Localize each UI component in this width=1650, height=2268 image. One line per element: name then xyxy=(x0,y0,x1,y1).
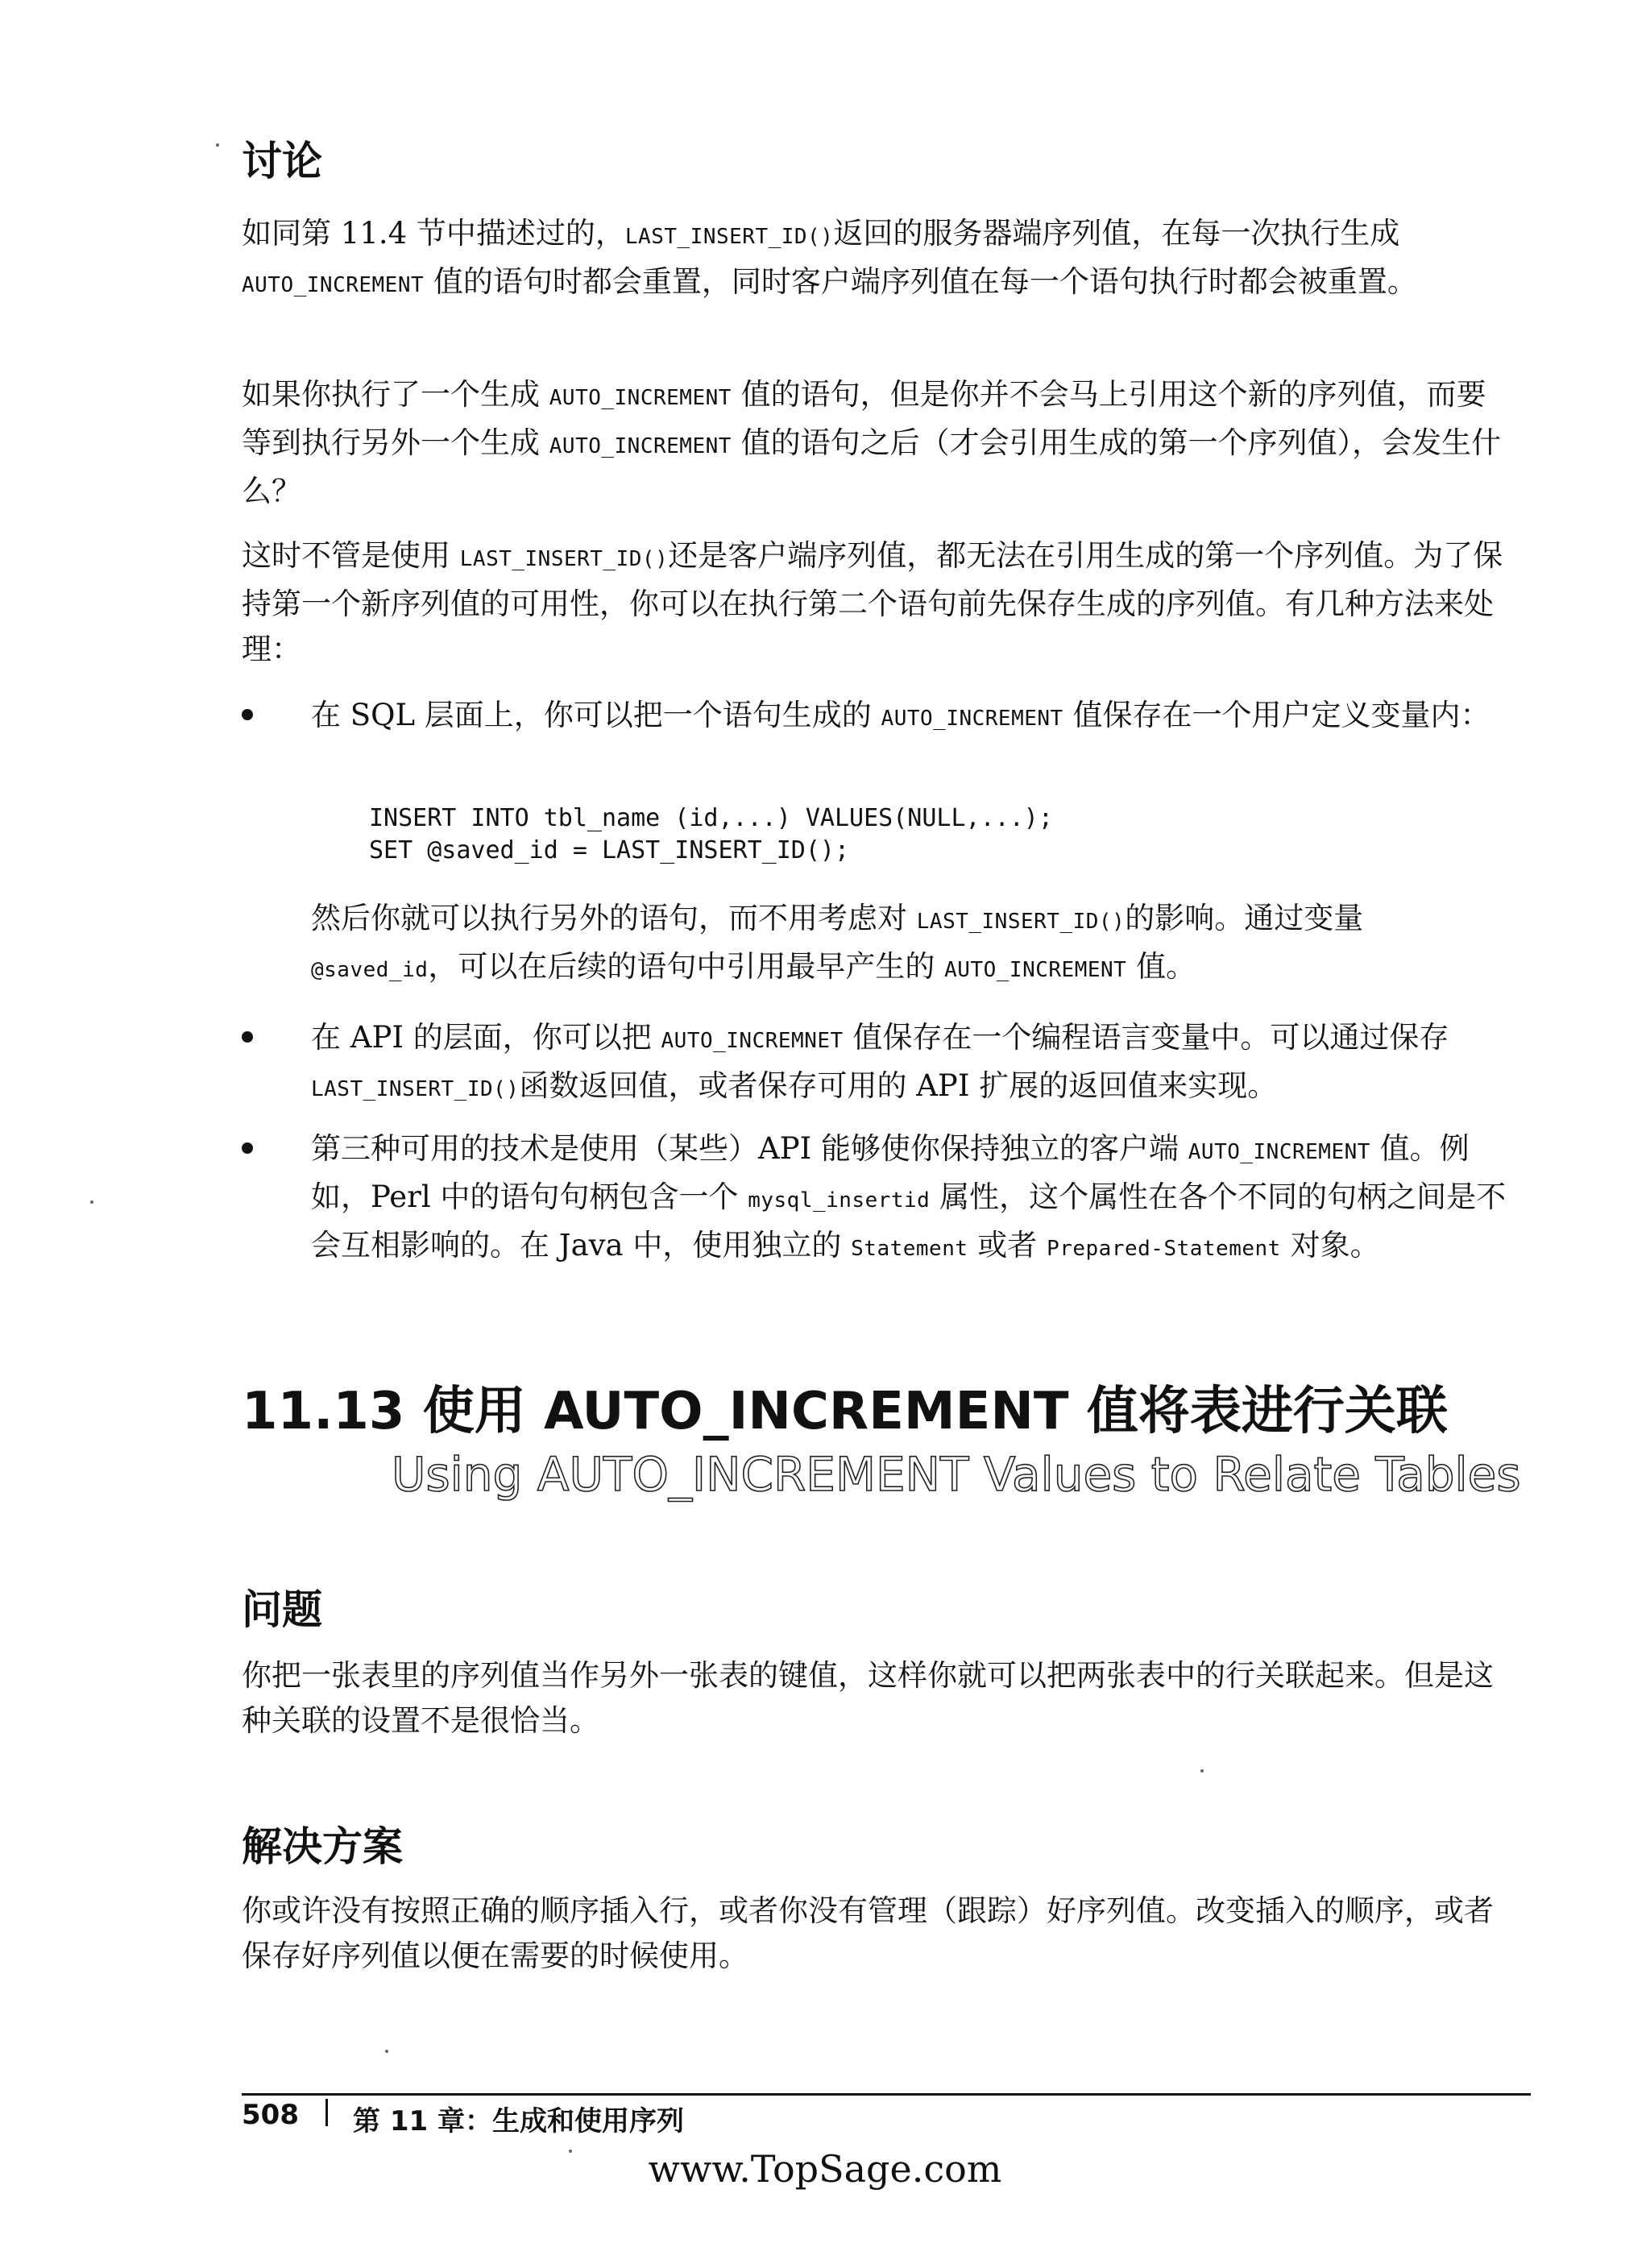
bullet-1-text xyxy=(311,693,1507,741)
bullet-3-text xyxy=(311,1126,1507,1271)
inline-code: AUTO_INCREMNET xyxy=(661,1029,844,1053)
scan-speck xyxy=(216,143,219,147)
discussion-paragraph-3 xyxy=(242,533,1507,672)
text-run: 函数返回值，或者保存可用的 API 扩展的返回值来实现。 xyxy=(519,1068,1278,1103)
text-run: 如同第 11.4 节中描述过的， xyxy=(242,216,625,251)
discussion-paragraph-1 xyxy=(242,211,1507,308)
solution-text: 你或许没有按照正确的顺序插入行，或者你没有管理（跟踪）好序列值。改变插入的顺序，或者保存好序列值以便在需要的时候使用。 xyxy=(242,1893,1494,1973)
problem-heading: 问题 xyxy=(242,1586,322,1633)
scan-speck xyxy=(569,2150,572,2153)
inline-code: mysql_insertid xyxy=(748,1188,931,1213)
text-run: ，可以在后续的语句中引用最早产生的 xyxy=(428,949,945,984)
text-run: 属性，这个属性在各个不同的句柄之间是不会互相影响的。在 Java 中，使用独立的 xyxy=(311,1180,1507,1263)
scan-speck xyxy=(385,2050,388,2053)
text-run: 还是客户端序列值，都无法在引用生成的第一个序列值。为了保持第一个新序列值的可用性，你可以在执行第二个语句前先保存生成的序列值。有几种方法来处理： xyxy=(242,538,1503,666)
scan-speck xyxy=(1200,1769,1204,1773)
bullet-3-marker xyxy=(242,1142,253,1154)
footer-page-number: 508 xyxy=(242,2099,299,2131)
footer-rule xyxy=(242,2093,1531,2096)
inline-code: AUTO_INCREMENT xyxy=(944,958,1127,982)
inline-code: LAST_INSERT_ID() xyxy=(311,1077,520,1101)
discussion-heading: 讨论 xyxy=(242,138,322,185)
section-title: 11.13 使用 AUTO_INCREMENT 值将表进行关联 xyxy=(242,1382,1448,1441)
inline-code: AUTO_INCREMENT xyxy=(881,707,1063,731)
bullet-2-text xyxy=(311,1015,1507,1112)
sql-code-block: INSERT INTO tbl_name (id,...) VALUES(NULL,...); SET @saved_id = LAST_INSERT_ID(); xyxy=(369,804,1053,864)
text-run: 在 API 的层面，你可以把 xyxy=(311,1020,661,1055)
inline-code: LAST_INSERT_ID() xyxy=(916,910,1126,934)
inline-code: Statement xyxy=(851,1237,968,1261)
text-run: 对象。 xyxy=(1280,1228,1380,1263)
inline-code: LAST_INSERT_ID() xyxy=(624,225,834,249)
inline-code: @saved_id xyxy=(311,958,429,982)
text-run: 或者 xyxy=(968,1228,1047,1263)
text-run: 的影响。通过变量 xyxy=(1125,901,1364,935)
scan-speck xyxy=(90,1200,93,1204)
text-run: 值。例如，Perl 中的语句句柄包含一个 xyxy=(311,1131,1470,1214)
website-watermark: www.TopSage.com xyxy=(648,2147,1002,2191)
text-run: 值的语句之后（才会引用生成的第一个序列值），会发生什么？ xyxy=(242,425,1502,508)
section-subtitle-english: Using AUTO_INCREMENT Values to Relate Tables xyxy=(392,1447,1521,1502)
text-run: 值的语句时都会重置，同时客户端序列值在每一个语句执行时都会被重置。 xyxy=(424,264,1417,299)
text-run: 值保存在一个用户定义变量内： xyxy=(1063,698,1490,732)
text-run: 如果你执行了一个生成 xyxy=(242,377,549,412)
problem-text: 你把一张表里的序列值当作另外一张表的键值，这样你就可以把两张表中的行关联起来。但是这种关联的设置不是很恰当。 xyxy=(242,1658,1494,1738)
text-run: 返回的服务器端序列值，在每一次执行生成 xyxy=(833,216,1400,251)
footer-separator xyxy=(325,2099,328,2126)
inline-code: AUTO_INCREMENT xyxy=(1188,1140,1370,1164)
text-run: 第三种可用的技术是使用（某些）API 能够使你保持独立的客户端 xyxy=(311,1131,1188,1166)
inline-code: LAST_INSERT_ID() xyxy=(459,547,669,571)
inline-code: AUTO_INCREMENT xyxy=(242,273,425,297)
text-run: 然后你就可以执行另外的语句，而不用考虑对 xyxy=(311,901,917,935)
inline-code: AUTO_INCREMENT xyxy=(549,434,732,458)
inline-code: AUTO_INCREMENT xyxy=(549,386,732,410)
text-run: 在 SQL 层面上，你可以把一个语句生成的 xyxy=(311,698,881,732)
text-run: 值保存在一个编程语言变量中。可以通过保存 xyxy=(843,1020,1449,1055)
discussion-paragraph-2 xyxy=(242,372,1507,514)
bullet-1-marker xyxy=(242,709,253,720)
text-run: 值的语句，但是你并不会马上引用这个新的序列值，而要等到执行另外一个生成 xyxy=(242,377,1486,460)
bullet-1-followup-text xyxy=(311,896,1507,993)
inline-code: Prepared-Statement xyxy=(1047,1237,1281,1261)
text-run: 这时不管是使用 xyxy=(242,538,460,573)
text-run: 值。 xyxy=(1126,949,1196,984)
footer-chapter-title: 第 11 章：生成和使用序列 xyxy=(353,2105,684,2137)
bullet-2-marker xyxy=(242,1031,253,1043)
solution-heading: 解决方案 xyxy=(242,1823,403,1870)
